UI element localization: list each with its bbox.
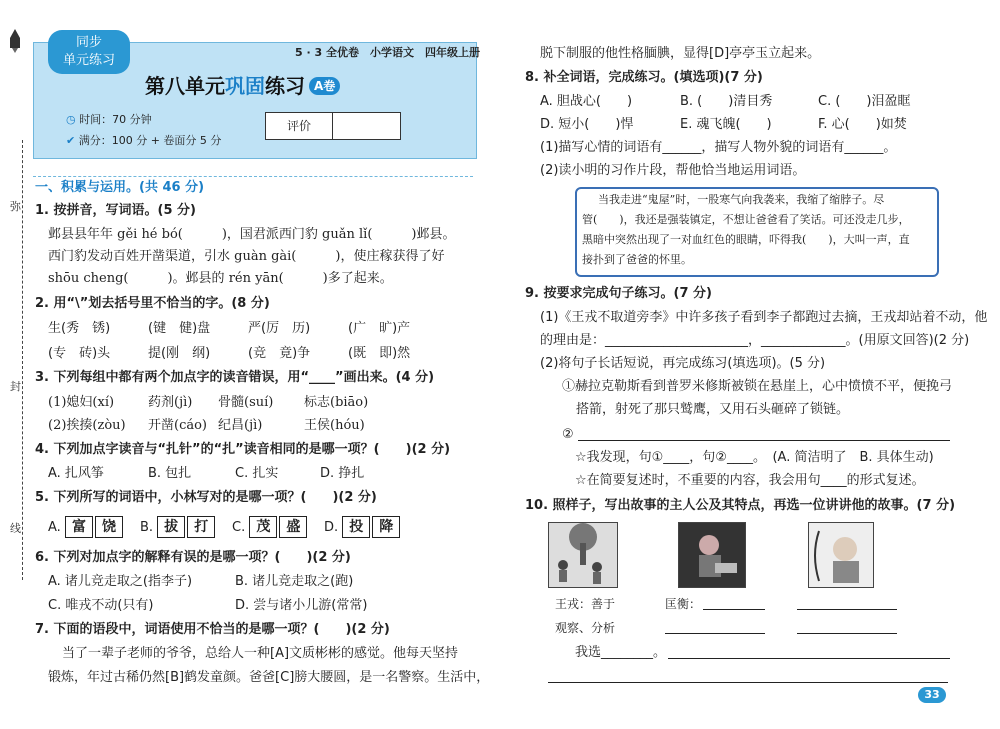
q6-option: B. 诸儿竞走取之(跑) (235, 574, 354, 589)
q9-sentence-1b: 搭箭，射死了那只鹫鹰，又用石头砸碎了锁链。 (576, 402, 850, 417)
q4-stem: 4. 下列加点字读音与“扎针”的“扎”读音相同的是哪一项？( )(2 分) (35, 442, 451, 457)
archer-answer-line-2[interactable] (797, 633, 897, 634)
margin-char-2: 封 (10, 380, 21, 393)
excerpt-line: 当我走进“鬼屋”时，一股寒气向我袭来，我缩了缩脖子。尽 (598, 193, 885, 206)
clock-icon: ◷ (66, 113, 80, 126)
q9-answer-line[interactable] (578, 440, 950, 441)
q4-option: C. 扎实 (235, 466, 279, 481)
q8-option: E. 魂飞魄( ) (680, 117, 772, 132)
q3-item: 药剂(jì) (148, 395, 193, 410)
story-answer-line[interactable] (668, 658, 950, 659)
kuang-heng-illustration (678, 522, 746, 588)
badge-line-1: 同步 (75, 35, 102, 50)
q3-stem: 3. 下列每组中都有两个加点字的读音错误，用“____”画出来。(4 分) (35, 370, 435, 385)
tree-and-children-icon (549, 523, 617, 587)
section-title: 一、积累与运用。(共 46 分) (35, 180, 205, 195)
q8-stem: 8. 补全词语，完成练习。(填选项)(7 分) (525, 70, 763, 85)
kuangheng-answer-line[interactable] (703, 609, 765, 610)
q5-stem: 5. 下列所写的词语中，小林写对的是哪一项？( )(2 分) (35, 490, 377, 505)
cut-line (22, 140, 23, 580)
q6-stem: 6. 下列对加点字的解释有误的是哪一项？( )(2 分) (35, 550, 351, 565)
q9-sentence-2: ② (562, 427, 574, 442)
q9-sub-2: (2)将句子长话短说，再完成练习(填选项)。(5 分) (540, 356, 826, 371)
q9-sub-1a: (1)《王戎不取道旁李》中许多孩子看到李子都跑过去摘，王戎却站着不动，他 (540, 310, 988, 325)
binding-margin (0, 0, 30, 729)
q6-option: D. 尝与诸小儿游(常常) (235, 598, 368, 613)
check-icon: ✔ (66, 134, 79, 147)
excerpt-line: 管( )，我还是强装镇定，不想让爸爸看了笑话。可还没走几步， (582, 213, 910, 226)
q8-option: B. ( )清目秀 (680, 94, 773, 109)
q3-item: 骨髓(suí) (218, 395, 274, 410)
q9-fill-1: ☆我发现，句①____，句②____。 (A. 简洁明了 B. 具体生动) (575, 450, 934, 465)
q1-line-1: 邺县县年年 gěi hé bó( )，国君派西门豹 guǎn lǐ( )邺县。 (48, 227, 456, 242)
margin-char-3: 线 (10, 522, 21, 535)
excerpt-line: 黑暗中突然出现了一对血红色的眼睛，吓得我( )，大叫一声，直 (582, 233, 910, 246)
q2-item: (键 健)盘 (148, 321, 211, 336)
q4-option: D. 挣扎 (320, 466, 365, 481)
q2-item: (广 旷)产 (348, 321, 411, 336)
margin-char-1: 弥 (10, 200, 21, 213)
q8-option: A. 胆战心( ) (540, 94, 633, 109)
archer-icon (809, 523, 873, 587)
a-volume-badge: A卷 (309, 77, 340, 95)
q3-item: (2)挨揍(zòu) (48, 418, 126, 433)
q3-item: 标志(biāo) (304, 395, 369, 410)
book-info: 5 · 3 全优卷 小学语文 四年级上册 (295, 46, 480, 59)
q9-sentence-1a: ①赫拉克勒斯看到普罗米修斯被锁在悬崖上，心中愤愤不平，便挽弓 (562, 379, 953, 394)
caption-kuangheng: 匡衡： (665, 597, 702, 611)
q8-option: C. ( )泪盈眶 (818, 94, 911, 109)
caption-wangrong-1: 王戎：善于 (555, 597, 616, 611)
score-info: ✔ 满分：100 分 + 卷面分 5 分 (66, 134, 222, 147)
q9-sub-1b: 的理由是：______________________，_____________。(用原文回答)(2 分) (540, 333, 970, 348)
q7-stem: 7. 下面的语段中，词语使用不恰当的是哪一项？( )(2 分) (35, 622, 390, 637)
q8-option: F. 心( )如焚 (818, 117, 907, 132)
excerpt-line: 接扑到了爸爸的怀里。 (582, 253, 692, 266)
q8-sub-2: (2)读小明的习作片段，帮他恰当地运用词语。 (540, 163, 806, 178)
q1-stem: 1. 按拼音，写词语。(5 分) (35, 203, 196, 218)
q7-line-3: 脱下制服的他性格腼腆，显得[D]亭亭玉立起来。 (540, 46, 821, 61)
q8-option: D. 短小( )悍 (540, 117, 634, 132)
q3-item: 纪昌(jì) (218, 418, 263, 433)
q2-item: (竞 竟)争 (248, 346, 311, 361)
q9-stem: 9. 按要求完成句子练习。(7 分) (525, 286, 712, 301)
q1-line-3: shōu cheng( )。邺县的 rén yān( )多了起来。 (48, 271, 393, 286)
q7-line-2: 锻炼，年过古稀仍然[B]鹤发童颜。爸爸[C]膀大腰圆，是一名警察。生活中， (48, 670, 490, 685)
q2-stem: 2. 用“\”划去括号里不恰当的字。(8 分) (35, 296, 270, 311)
q7-line-1: 当了一辈子老师的爷爷，总给人一种[A]文质彬彬的感觉。他每天坚持 (62, 646, 459, 661)
q5-option-a: A. 富 饶 (48, 516, 125, 538)
q2-item: 严(厉 历) (248, 321, 311, 336)
q8-sub-1: (1)描写心情的词语有______，描写人物外貌的词语有______。 (540, 140, 897, 155)
archer-illustration (808, 522, 874, 588)
wang-rong-illustration (548, 522, 618, 588)
evaluation-label: 评价 (266, 113, 333, 139)
q6-option: A. 诸儿竞走取之(指李子) (48, 574, 193, 589)
rocket-icon (8, 28, 22, 54)
q6-option: C. 唯戎不动(只有) (48, 598, 154, 613)
q3-item: 开凿(cáo) (148, 418, 208, 433)
q4-option: A. 扎风筝 (48, 466, 104, 481)
q2-item: (既 即)然 (348, 346, 411, 361)
evaluation-box (265, 112, 401, 140)
q2-item: (专 砖)头 (48, 346, 111, 361)
archer-answer-line[interactable] (797, 609, 897, 610)
q3-item: (1)媳妇(xí) (48, 395, 115, 410)
caption-wangrong-2: 观察、分析 (555, 621, 616, 635)
badge-line-2: 单元练习 (62, 53, 115, 68)
q2-item: 生(秀 锈) (48, 321, 111, 336)
q4-option: B. 包扎 (148, 466, 192, 481)
q5-option-d: D. 投 降 (324, 516, 402, 538)
unit-badge (48, 30, 130, 74)
story-answer-line-2[interactable] (548, 682, 948, 683)
kuangheng-answer-line-2[interactable] (665, 633, 765, 634)
time-info: ◷ 时间：70 分钟 (66, 113, 152, 126)
q5-option-c: C. 茂 盛 (232, 516, 309, 538)
page-title: 第八单元巩固练习 A卷 (145, 77, 340, 95)
q5-option-b: B. 拔 打 (140, 516, 217, 538)
section-divider (33, 176, 473, 177)
q3-item: 王侯(hóu) (304, 418, 365, 433)
page-number: 33 (918, 687, 946, 703)
q2-item: 提(刚 纲) (148, 346, 211, 361)
studying-scholar-icon (679, 523, 745, 587)
q9-fill-2: ☆在简要复述时，不重要的内容，我会用句____的形式复述。 (575, 473, 925, 488)
choose-line: 我选________。 (575, 645, 667, 660)
q10-stem: 10. 照样子，写出故事的主人公及其特点，再选一位讲讲他的故事。(7 分) (525, 498, 956, 513)
q1-line-2: 西门豹发动百姓开凿渠道，引水 guàn gài( )，使庄稼获得了好 (48, 249, 445, 264)
